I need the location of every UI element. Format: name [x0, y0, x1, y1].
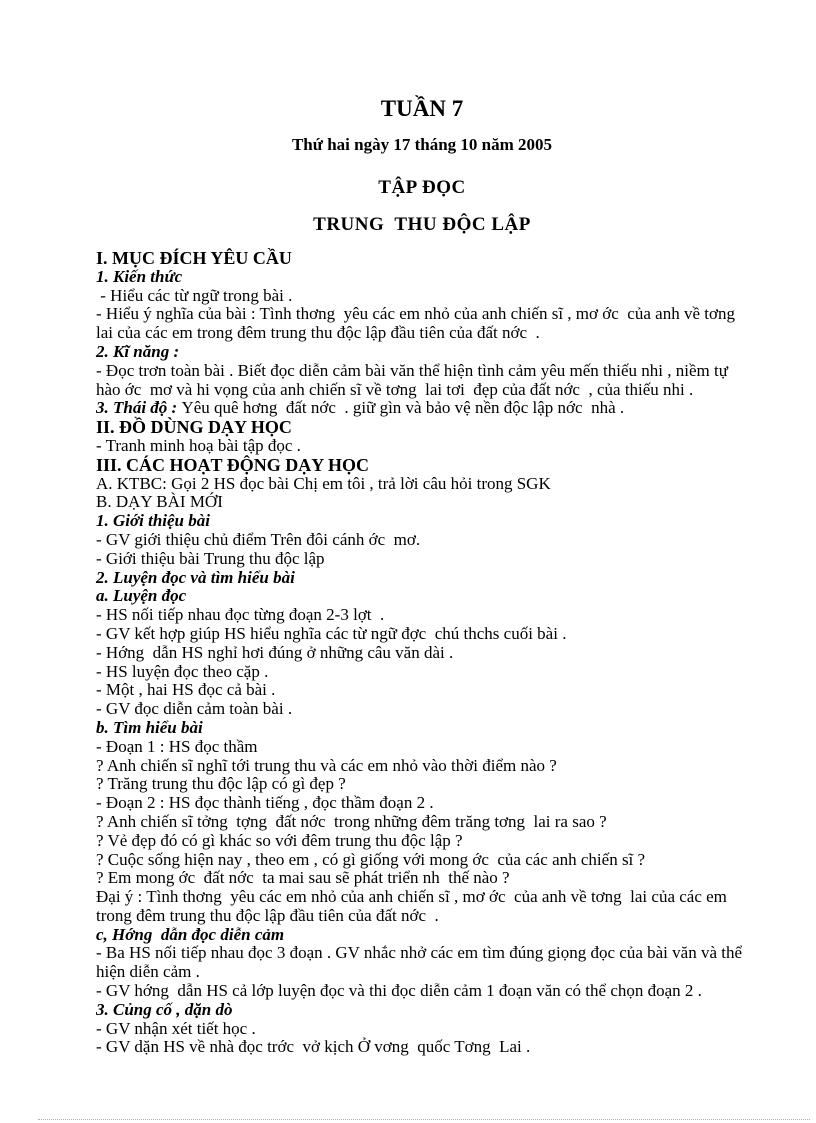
sub-heading: 2. Luyện đọc và tìm hiểu bài — [96, 567, 295, 587]
section-heading: III. CÁC HOẠT ĐỘNG DẠY HỌC — [96, 454, 370, 475]
doc-line: - Đoạn 2 : HS đọc thành tiếng , đọc thầm đoạn 2 . — [96, 793, 434, 813]
doc-line: - GV đọc diễn cảm toàn bài . — [96, 699, 293, 719]
doc-line: ? Cuộc sống hiện nay , theo em , có gì giống với mong ớc của các anh chiến sĩ ? — [96, 849, 646, 869]
section-heading: I. MỤC ĐÍCH YÊU CẦU — [96, 248, 292, 268]
sub-heading: b. Tìm hiểu bài — [96, 717, 203, 737]
page-bottom-divider — [38, 1119, 810, 1120]
sub-heading: 1. Giới thiệu bài — [96, 511, 210, 531]
doc-line: ? Anh chiến sĩ tởng tợng đất nớc trong những đêm trăng tơng lai ra sao ? — [96, 811, 607, 831]
date-line: Thứ hai ngày 17 tháng 10 năm 2005 — [291, 135, 553, 154]
doc-line: - GV nhận xét tiết học . — [96, 1018, 256, 1038]
doc-line: - Hiểu ý nghĩa của bài : Tình thơng yêu các em nhỏ của anh chiến sĩ , mơ ớc của anh về tơng lai của các em trong đêm trung thu độc lập đầu tiên của đất nớc . — [96, 304, 744, 343]
doc-line: ? Em mong ớc đất nớc ta mai sau sẽ phát triển nh thế nào ? — [96, 868, 510, 888]
sub-heading-lead: 3. Thái độ : — [96, 398, 182, 418]
week-title: TUẦN 7 — [380, 96, 464, 121]
doc-line: - HS nối tiếp nhau đọc từng đoạn 2-3 lợt . — [96, 605, 385, 625]
sub-heading: 3. Thái độ : Yêu quê hơng đất nớc . giữ gìn và bảo vệ nền độc lập nớc nhà . — [96, 398, 625, 418]
doc-line: - Ba HS nối tiếp nhau đọc 3 đoạn . GV nhắc nhở các em tìm đúng giọng đọc của bài văn và thể hiện diễn cảm . — [96, 943, 747, 982]
sub-heading: c, Hớng dẫn đọc diễn cảm — [96, 924, 285, 944]
sub-heading: 3. Củng cố , dặn dò — [96, 999, 233, 1019]
doc-line: A. KTBC: Gọi 2 HS đọc bài Chị em tôi , trả lời câu hỏi trong SGK — [96, 473, 551, 493]
section-heading: II. ĐỒ DÙNG DẠY HỌC — [96, 417, 292, 438]
doc-line: - GV giới thiệu chủ điểm Trên đôi cánh ớc mơ. — [96, 529, 421, 549]
doc-line: - Hiểu các từ ngữ trong bài . — [96, 285, 293, 305]
doc-line: - GV hớng dẫn HS cả lớp luyện đọc và thi đọc diễn cảm 1 đoạn văn có thể chọn đoạn 2 . — [96, 981, 702, 1001]
doc-line: - Đoạn 1 : HS đọc thầm — [96, 736, 258, 756]
doc-line: - HS luyện đọc theo cặp . — [96, 661, 269, 681]
doc-line: - GV dặn HS về nhà đọc trớc vở kịch Ở vơng quốc Tơng Lai . — [96, 1037, 531, 1057]
sub-heading: a. Luyện đọc — [96, 586, 187, 606]
doc-line: B. DẠY BÀI MỚI — [96, 492, 223, 512]
doc-line: - Đọc trơn toàn bài . Biết đọc diễn cảm bài văn thể hiện tình cảm yêu mến thiếu nhi , niềm tự hào ớc mơ và hi vọng của anh chiến sĩ về tơng lai tơi đẹp của đất nớc , của thiếu nhi . — [96, 360, 733, 399]
subject-title: TẬP ĐỌC — [378, 177, 466, 198]
lesson-title: TRUNG THU ĐỘC LẬP — [313, 214, 531, 235]
doc-line: Đại ý : Tình thơng yêu các em nhỏ của anh chiến sĩ , mơ ớc của anh về tơng lai của các em trong đêm trung thu độc lập đầu tiên của đất nớc . — [96, 887, 732, 925]
doc-body — [96, 249, 748, 1057]
doc-line: - Tranh minh hoạ bài tập đọc . — [96, 435, 301, 455]
doc-line: - Giới thiệu bài Trung thu độc lập — [96, 548, 325, 568]
doc-line: ? Anh chiến sĩ nghĩ tới trung thu và các em nhỏ vào thời điểm nào ? — [96, 755, 557, 775]
sub-heading: 2. Kĩ năng : — [96, 341, 180, 361]
document-content — [96, 96, 748, 1057]
doc-line: - Hớng dẫn HS nghỉ hơi đúng ở những câu văn dài . — [96, 642, 454, 662]
doc-line: ? Vẻ đẹp đó có gì khác so với đêm trung thu độc lập ? — [96, 830, 463, 850]
sub-heading: 1. Kiến thức — [96, 266, 183, 286]
doc-line: - GV kết hợp giúp HS hiểu nghĩa các từ ngữ đợc chú thchs cuối bài . — [96, 623, 567, 643]
doc-line: ? Trăng trung thu độc lập có gì đẹp ? — [96, 774, 346, 794]
doc-line: - Một , hai HS đọc cả bài . — [96, 680, 276, 700]
